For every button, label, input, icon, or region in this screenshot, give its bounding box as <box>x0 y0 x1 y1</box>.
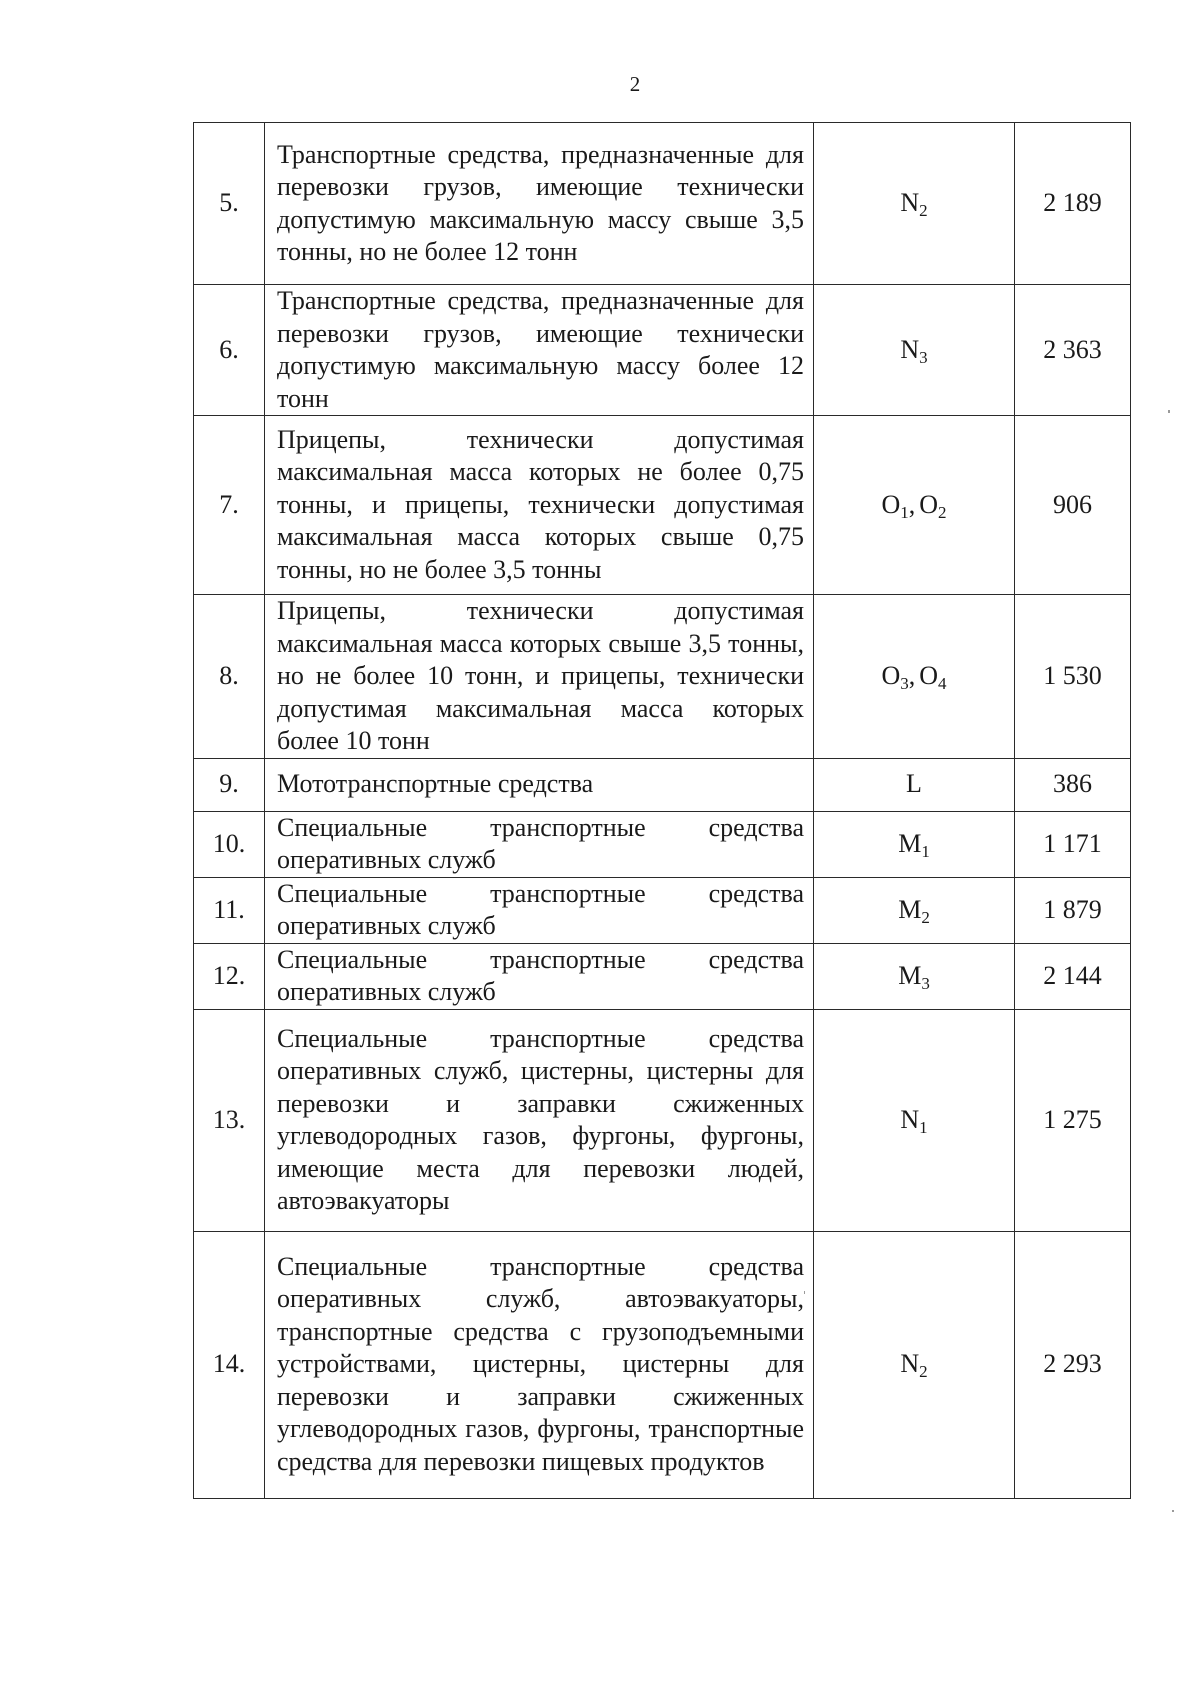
fee-amount: 1 171 <box>1015 811 1131 877</box>
category-index: 2 <box>919 201 928 221</box>
row-number: 6. <box>194 285 265 416</box>
vehicle-description <box>265 595 814 759</box>
fee-table-body <box>194 123 1131 1499</box>
fee-table <box>193 122 1131 1499</box>
fee-amount: 1 275 <box>1015 1009 1131 1231</box>
row-number: 5. <box>194 123 265 285</box>
category-letter: N <box>900 188 920 218</box>
fee-amount: 1 879 <box>1015 877 1131 943</box>
category-letter: N <box>900 1104 920 1134</box>
category-letter: L <box>906 769 922 799</box>
scan-speck <box>1168 410 1170 413</box>
vehicle-description <box>265 416 814 595</box>
category-index: 3 <box>919 347 928 367</box>
category-index: 4 <box>938 674 947 693</box>
vehicle-category <box>814 416 1015 595</box>
vehicle-category <box>814 285 1015 416</box>
vehicle-description-text: Мототранспортные средства <box>277 769 594 799</box>
category-index: 2 <box>919 1362 928 1382</box>
vehicle-description-text: Специальные транспортные средства оперативных служб <box>277 944 804 1006</box>
category-index: 1 <box>919 1117 928 1137</box>
category-letter: O <box>881 661 901 690</box>
table-row <box>194 758 1131 811</box>
scan-speck <box>1172 1510 1174 1512</box>
category-index: 2 <box>938 502 947 522</box>
row-number: 10. <box>194 811 265 877</box>
vehicle-description-text: Прицепы, технически допустимая максимальная масса которых свыше 3,5 тонны, но не более 10 тонн, и прицепы, технически допустимая максимальная масса которых более 10 тонн <box>277 596 804 755</box>
vehicle-category <box>814 811 1015 877</box>
category-letter: M <box>898 960 922 990</box>
category-separator: , <box>908 489 916 519</box>
category-index: 3 <box>921 973 930 993</box>
row-number: 13. <box>194 1009 265 1231</box>
vehicle-category <box>814 123 1015 285</box>
category-letter: N <box>900 1349 920 1379</box>
table-row <box>194 1231 1131 1498</box>
scan-speck <box>804 1291 805 1294</box>
table-row <box>194 1009 1131 1231</box>
vehicle-category <box>814 1231 1015 1498</box>
fee-amount: 2 293 <box>1015 1231 1131 1498</box>
table-row <box>194 943 1131 1009</box>
row-number: 8. <box>194 595 265 759</box>
vehicle-description-text: Прицепы, технически допустимая максимальная масса которых не более 0,75 тонны, и прицепы, технически допустимая максимальная масса которых свыше 0,75 тонны, но не более 3,5 тонны <box>277 424 804 584</box>
vehicle-description-text: Специальные транспортные средства оперативных служб <box>277 878 804 940</box>
table-row <box>194 811 1131 877</box>
vehicle-category <box>814 758 1015 811</box>
vehicle-category <box>814 595 1015 759</box>
fee-amount: 2 363 <box>1015 285 1131 416</box>
category-letter: M <box>898 894 922 924</box>
category-index: 1 <box>900 502 909 522</box>
vehicle-description <box>265 943 814 1009</box>
vehicle-category <box>814 943 1015 1009</box>
fee-amount: 2 189 <box>1015 123 1131 285</box>
category-letter: N <box>900 334 920 364</box>
row-number: 9. <box>194 758 265 811</box>
category-letter: O <box>881 489 901 519</box>
category-index: 1 <box>921 841 930 861</box>
page-number: 2 <box>629 72 641 96</box>
vehicle-category <box>814 1009 1015 1231</box>
table-row <box>194 595 1131 759</box>
table-row <box>194 123 1131 285</box>
vehicle-description-text: Специальные транспортные средства оперативных служб, автоэвакуаторы, транспортные средства с грузоподъемными устройствами, цистерны, цистерны для перевозки и заправки сжиженных углеводородных газов, фургоны, транспортные средства для перевозки пищевых продуктов <box>277 1251 804 1476</box>
vehicle-description <box>265 877 814 943</box>
vehicle-description <box>265 123 814 285</box>
category-separator: , <box>908 661 916 690</box>
vehicle-description <box>265 1009 814 1231</box>
vehicle-description-text: Специальные транспортные средства оперативных служб, цистерны, цистерны для перевозки и заправки сжиженных углеводородных газов, фургоны, фургоны, имеющие места для перевозки людей, автоэвакуаторы <box>277 1023 804 1215</box>
category-letter: M <box>898 828 922 858</box>
vehicle-description-text: Транспортные средства, предназначенные для перевозки грузов, имеющие технически допустимую максимальную массу более 12 тонн <box>277 286 804 413</box>
vehicle-description <box>265 285 814 416</box>
vehicle-description <box>265 1231 814 1498</box>
table-row <box>194 285 1131 416</box>
vehicle-description-text: Транспортные средства, предназначенные для перевозки грузов, имеющие технически допустимую максимальную массу свыше 3,5 тонны, но не более 12 тонн <box>277 139 804 266</box>
row-number: 12. <box>194 943 265 1009</box>
category-index: 3 <box>900 674 909 693</box>
row-number: 14. <box>194 1231 265 1498</box>
fee-amount: 386 <box>1015 758 1131 811</box>
row-number: 7. <box>194 416 265 595</box>
fee-amount: 2 144 <box>1015 943 1131 1009</box>
category-letter: O <box>919 661 939 690</box>
vehicle-category <box>814 877 1015 943</box>
fee-amount: 906 <box>1015 416 1131 595</box>
fee-amount: 1 530 <box>1015 595 1131 759</box>
table-row <box>194 416 1131 595</box>
table-row <box>194 877 1131 943</box>
category-index: 2 <box>921 907 930 927</box>
row-number: 11. <box>194 877 265 943</box>
vehicle-description <box>265 758 814 811</box>
category-letter: O <box>919 489 939 519</box>
vehicle-description-text: Специальные транспортные средства оперативных служб <box>277 812 804 874</box>
vehicle-description <box>265 811 814 877</box>
